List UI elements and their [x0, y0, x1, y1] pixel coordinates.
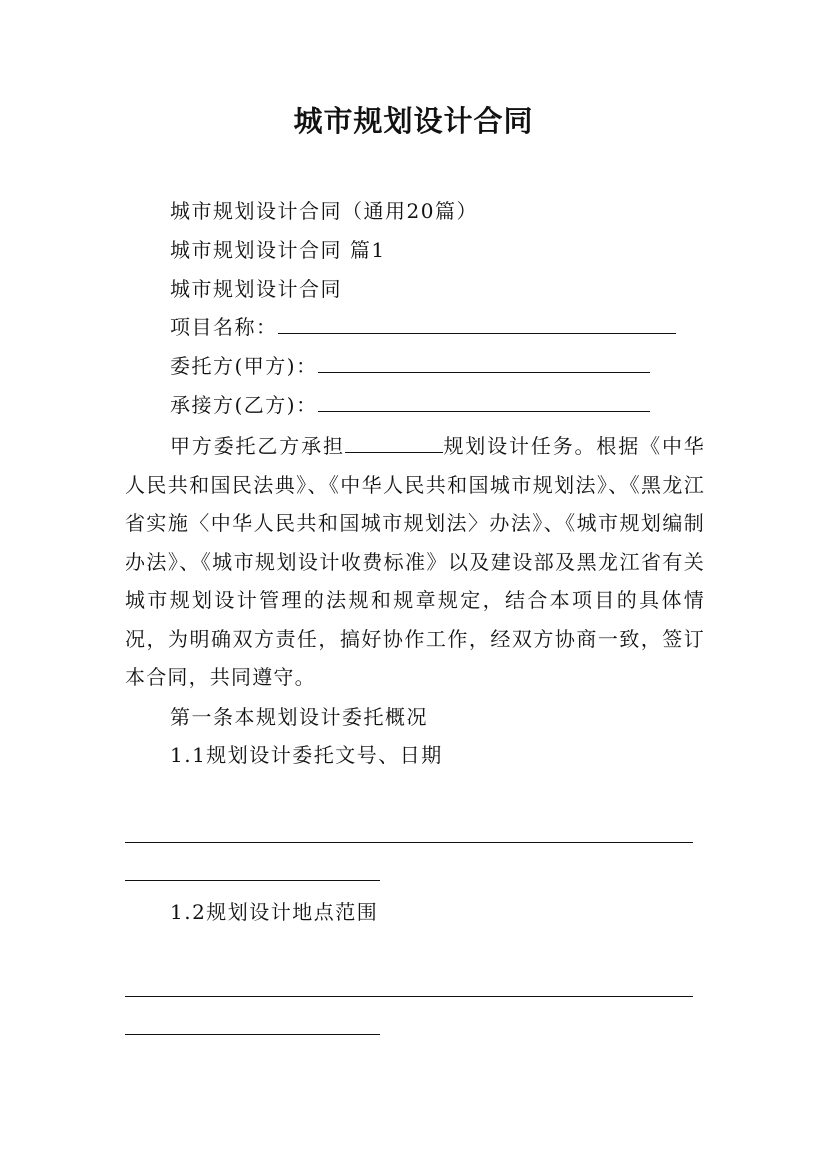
- party-a-field: [170, 352, 650, 380]
- party-b-blank: [318, 391, 650, 412]
- item-1-2-heading: 1.2规划设计地点范围: [170, 900, 379, 924]
- intro-paragraph: [125, 427, 705, 697]
- party-a-blank: [318, 352, 650, 373]
- fill-line-1-2b: [125, 1034, 380, 1035]
- fill-line-1-1a: [125, 842, 693, 843]
- document-subtitle: 城市规划设计合同（通用20篇）: [170, 199, 478, 223]
- intro-paragraph-part2: 规划设计任务。根据《中华人民共和国民法典》、《中华人民共和国城市规划法》、《黑龙江省实施〈中华人民共和国城市规划法〉办法》、《城市规划编制办法》、《城市规划设计收费标准》以及建设部及黑龙江省有关城市规划设计管理的法规和规章规定，结合本项目的具体情况，为明确双方责任，搞好协作工作，经双方协商一致，签订本合同，共同遵守。: [125, 434, 705, 689]
- item-1-1-heading: 1.1规划设计委托文号、日期: [170, 743, 443, 767]
- fill-line-1-2a: [125, 996, 693, 997]
- task-name-blank: [345, 432, 443, 453]
- project-name-label: 项目名称：: [170, 315, 278, 339]
- intro-paragraph-part1: 甲方委托乙方承担: [170, 434, 345, 458]
- party-b-field: [170, 391, 650, 419]
- party-b-label: 承接方(乙方)：: [170, 393, 318, 417]
- document-title: 城市规划设计合同: [293, 104, 534, 138]
- article1-heading: 第一条本规划设计委托概况: [170, 705, 428, 729]
- section-heading: 城市规划设计合同 篇1: [170, 238, 386, 262]
- project-name-field: [170, 313, 676, 341]
- fill-line-1-1b: [125, 880, 380, 881]
- project-name-blank: [278, 313, 676, 334]
- contract-name: 城市规划设计合同: [170, 277, 342, 301]
- party-a-label: 委托方(甲方)：: [170, 354, 318, 378]
